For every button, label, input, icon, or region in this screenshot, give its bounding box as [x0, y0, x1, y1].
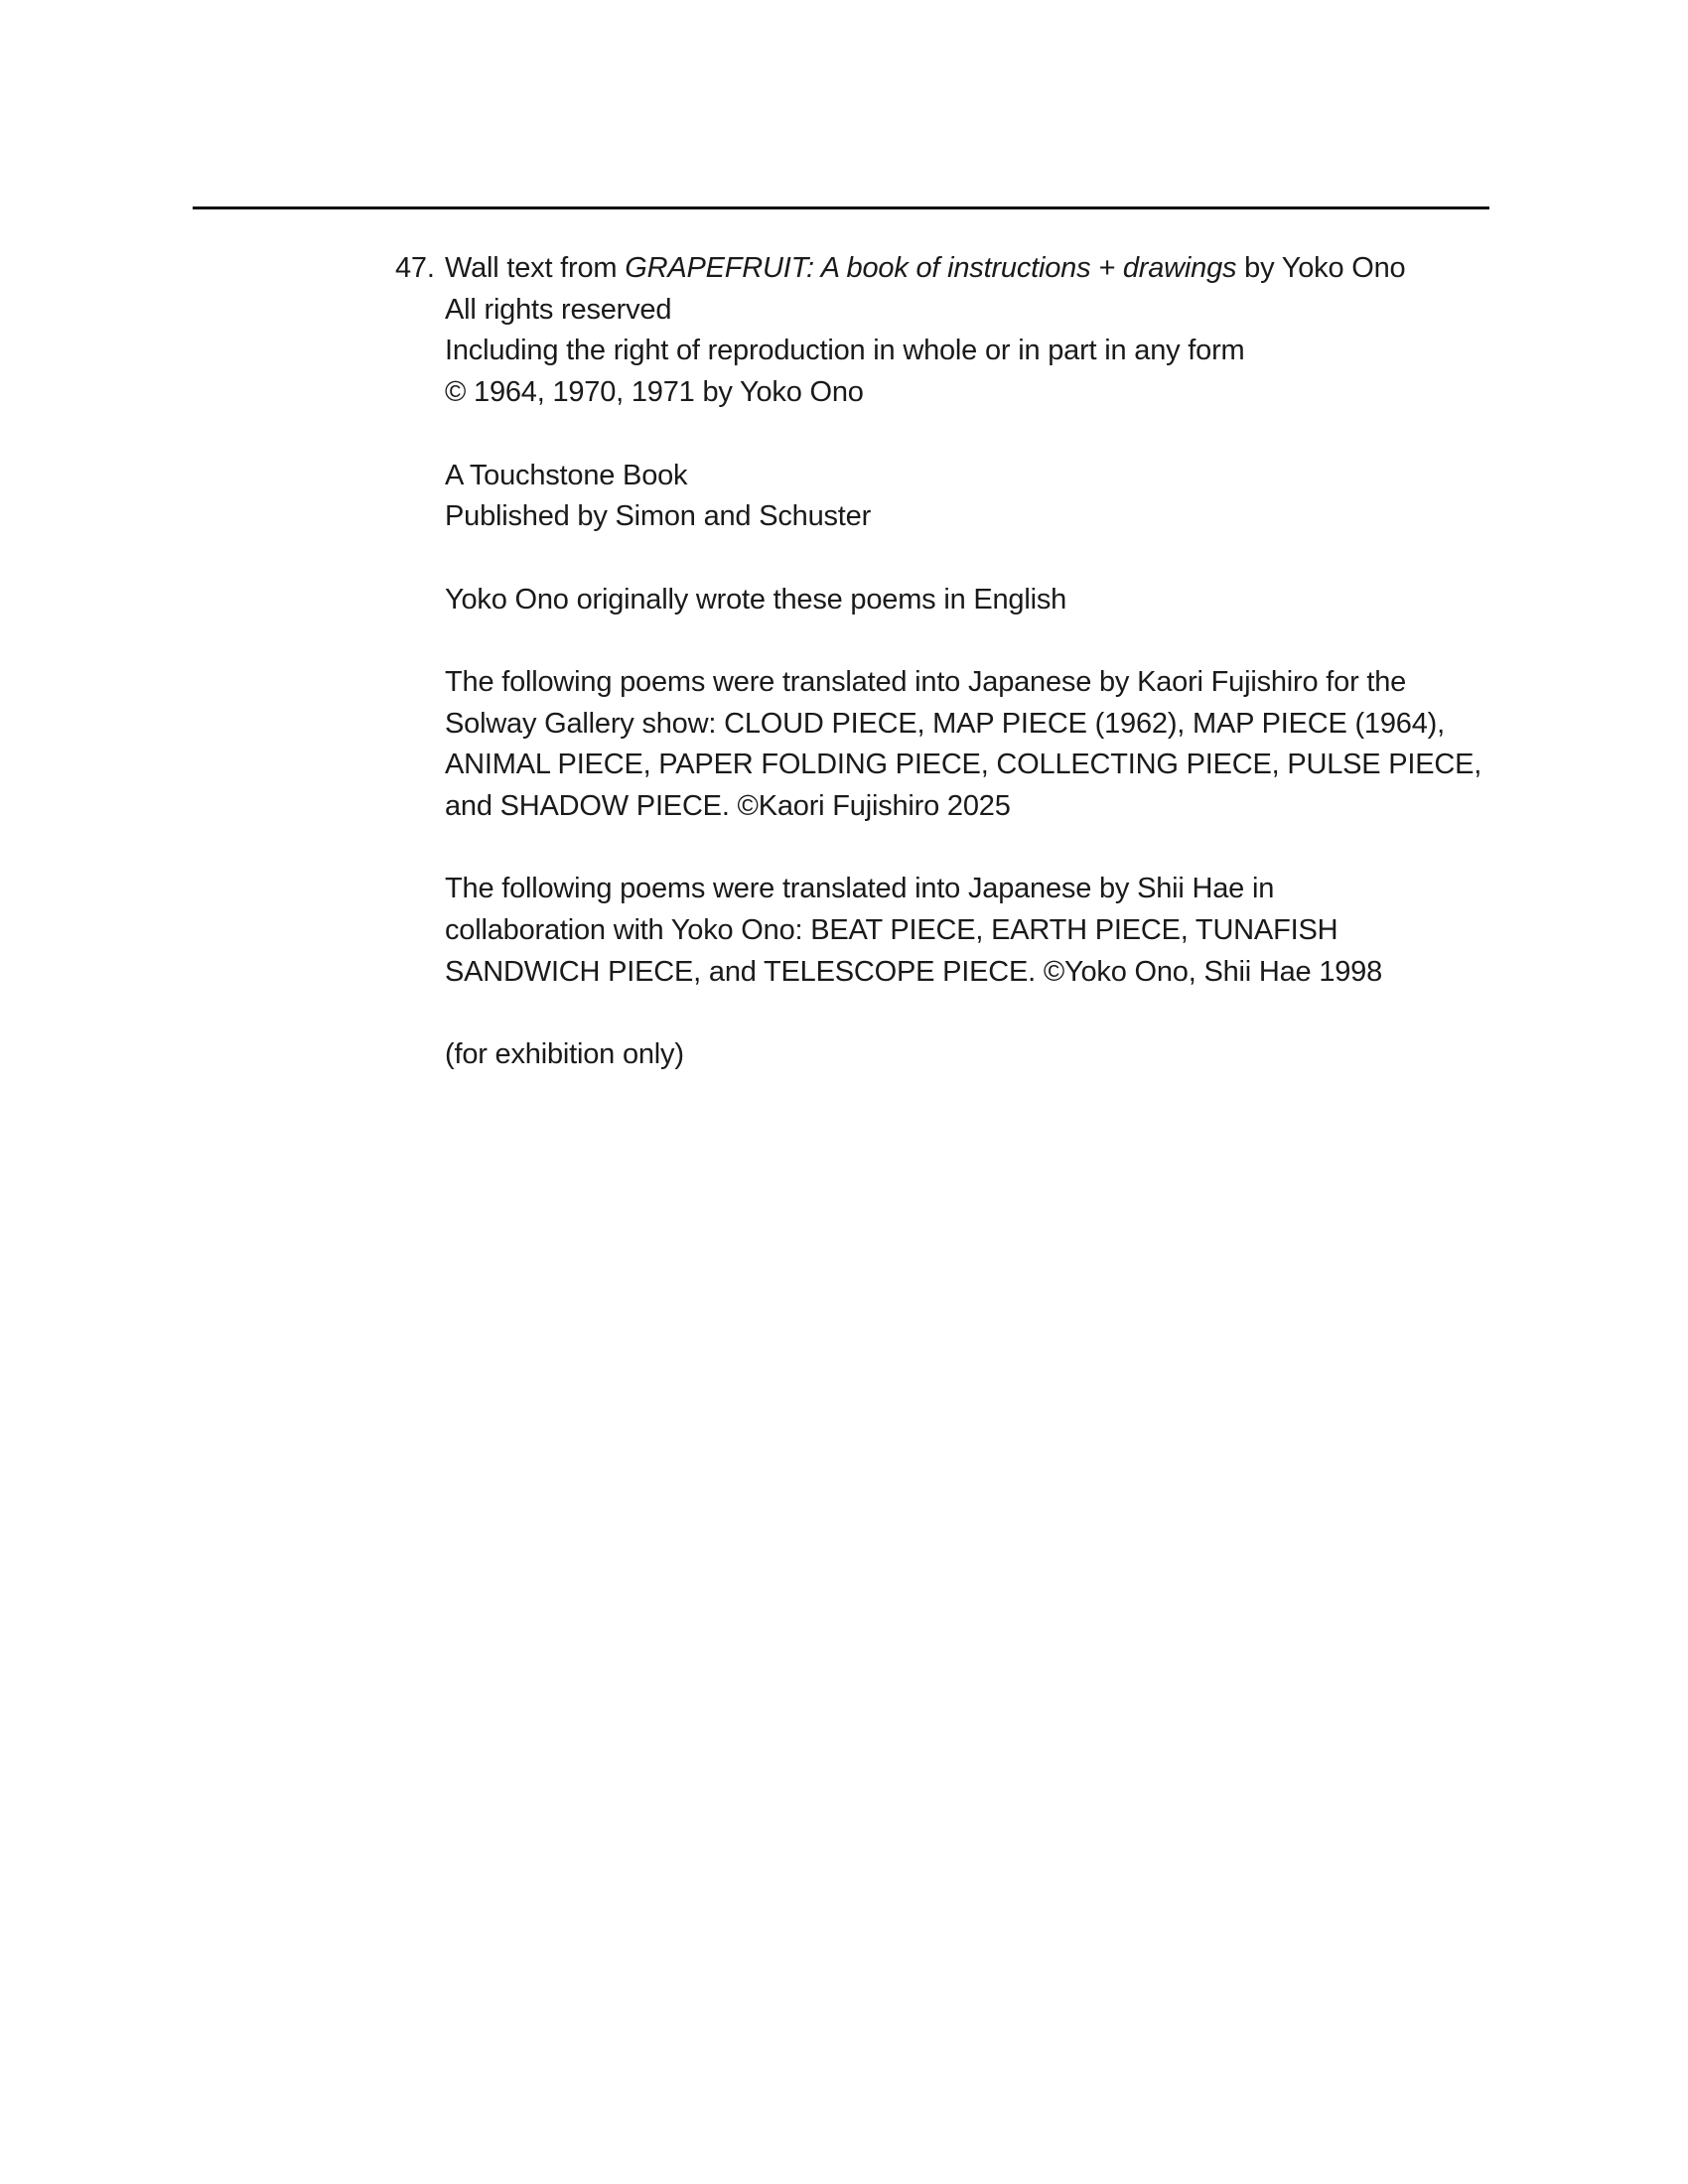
footer-note-block — [445, 1034, 1497, 1076]
heading-line — [445, 248, 1497, 290]
heading-prefix: Wall text from — [445, 252, 626, 284]
entry-47 — [395, 248, 1497, 1076]
translation-line: and SHADOW PIECE. ©Kaori Fujishiro 2025 — [445, 790, 1011, 823]
publisher-block — [445, 456, 1497, 538]
footer-note: (for exhibition only) — [445, 1038, 684, 1071]
heading-suffix: by Yoko Ono — [1236, 252, 1406, 284]
note-block — [445, 580, 1497, 621]
translation-line: The following poems were translated into Japanese by Shii Hae in — [445, 873, 1275, 905]
note-line: Yoko Ono originally wrote these poems in English — [445, 583, 1067, 615]
translation-block-fujishiro — [445, 662, 1497, 828]
entry-body — [445, 248, 1497, 1076]
translation-line: The following poems were translated into Japanese by Kaori Fujishiro for the — [445, 665, 1407, 698]
top-rule — [193, 206, 1489, 209]
book-title: GRAPEFRUIT: A book of instructions + drawings — [625, 252, 1237, 284]
copyright-line: © 1964, 1970, 1971 by Yoko Ono — [445, 376, 864, 409]
publisher-line: Published by Simon and Schuster — [445, 500, 872, 533]
publisher-line: A Touchstone Book — [445, 459, 688, 491]
heading-block — [445, 248, 1497, 414]
entry-number: 47. — [395, 252, 435, 284]
copyright-line: All rights reserved — [445, 293, 672, 326]
translation-line: SANDWICH PIECE, and TELESCOPE PIECE. ©Yoko Ono, Shii Hae 1998 — [445, 955, 1383, 988]
translation-block-hae — [445, 869, 1497, 993]
translation-line: ANIMAL PIECE, PAPER FOLDING PIECE, COLLECTING PIECE, PULSE PIECE, — [445, 749, 1482, 781]
translation-line: collaboration with Yoko Ono: BEAT PIECE, EARTH PIECE, TUNAFISH — [445, 914, 1338, 947]
translation-line: Solway Gallery show: CLOUD PIECE, MAP PIECE (1962), MAP PIECE (1964), — [445, 707, 1445, 740]
copyright-line: Including the right of reproduction in whole or in part in any form — [445, 335, 1245, 367]
